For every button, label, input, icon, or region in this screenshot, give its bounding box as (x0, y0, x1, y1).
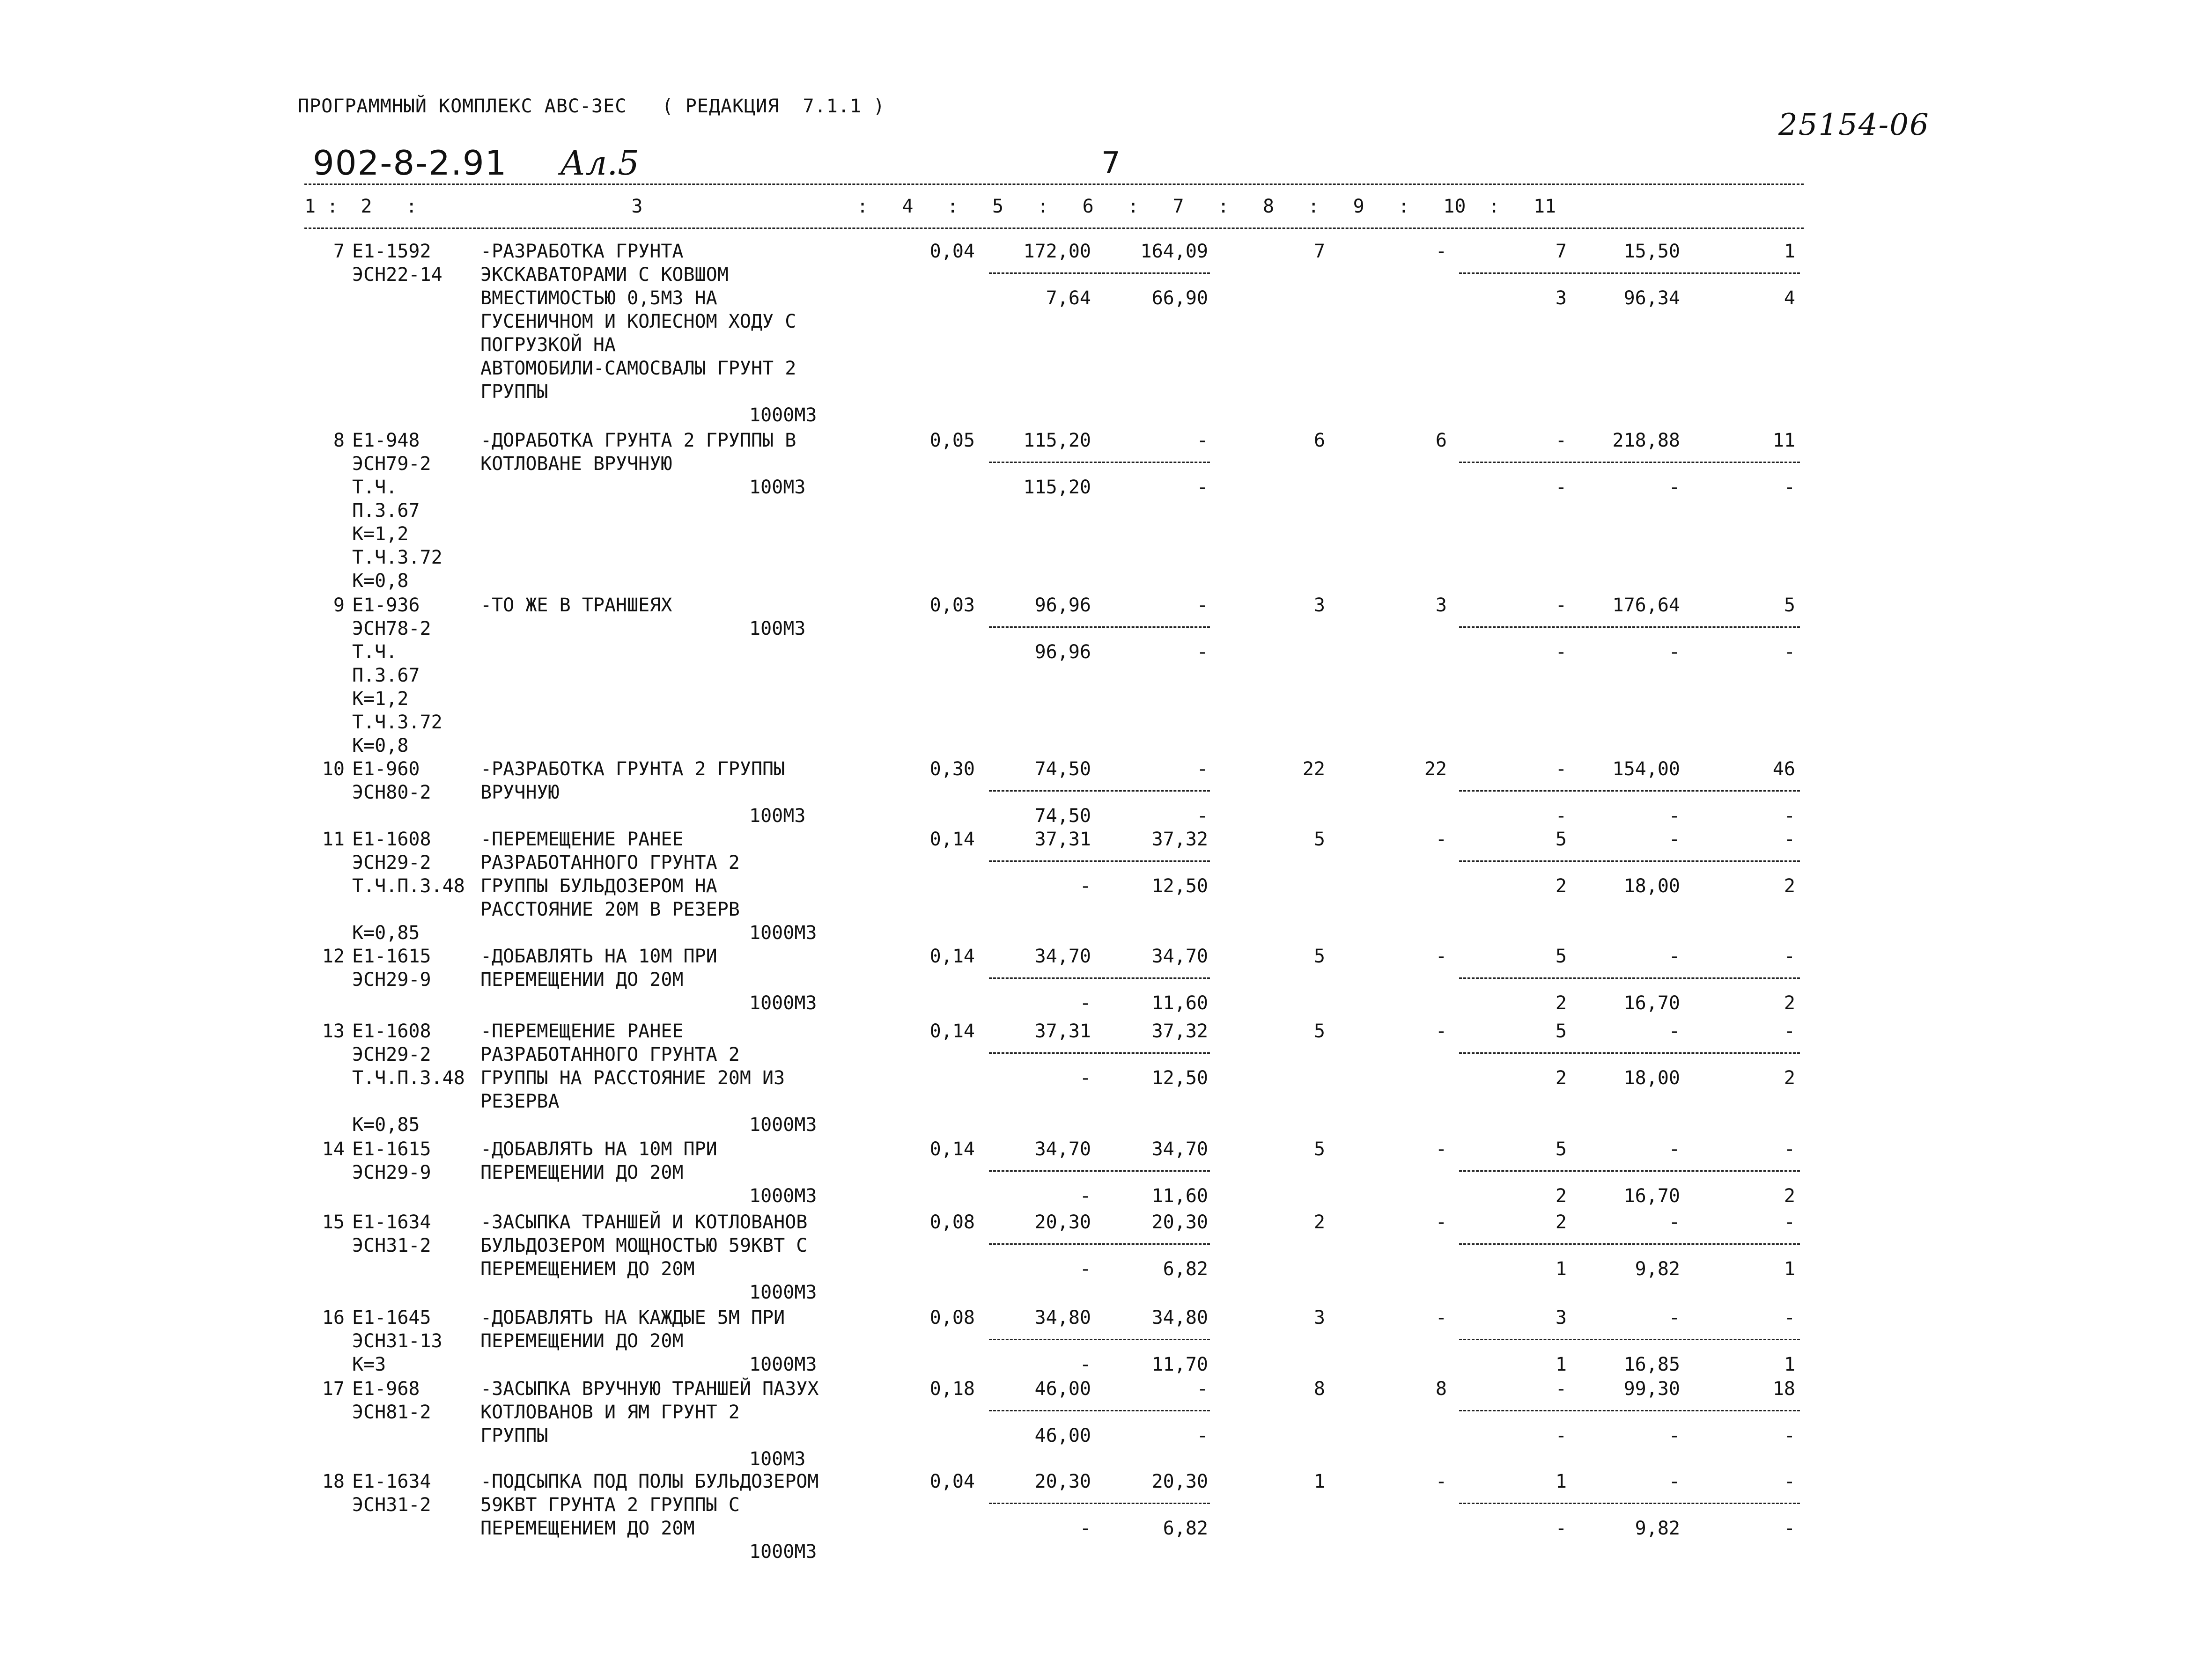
norm-code: К=1,2 (352, 523, 409, 545)
col-9-value-second: 3 (1555, 287, 1567, 309)
col-11-value: - (1784, 1138, 1795, 1160)
col-6-value-second: 12,50 (1151, 875, 1208, 897)
col-11-value-second: - (1784, 805, 1795, 827)
col-6-value-second: - (1196, 477, 1208, 498)
norm-code: Е1-1608 (352, 1020, 431, 1042)
col-5-value-second: - (1079, 992, 1091, 1014)
row-number: 14 (322, 1138, 345, 1160)
col-10-value: - (1668, 1211, 1680, 1233)
col-6-value-second: - (1196, 641, 1208, 663)
work-description: КОТЛОВАНЕ ВРУЧНУЮ (480, 453, 672, 475)
value-separator (1459, 1410, 1800, 1411)
value-separator (989, 860, 1210, 862)
col-4-value: 0,04 (929, 241, 975, 262)
norm-code: Е1-1615 (352, 946, 431, 967)
work-description: -ДОБАВЛЯТЬ НА 10М ПРИ (480, 1138, 717, 1160)
col-4-value: 0,14 (929, 829, 975, 850)
col-10-value-second: 96,34 (1623, 287, 1680, 309)
unit-of-measure: 1000М3 (749, 922, 817, 944)
col-10-value: - (1668, 946, 1680, 967)
norm-code: К=0,85 (352, 922, 420, 944)
norm-code: Т.Ч. (352, 477, 398, 498)
col-9-value: - (1555, 758, 1567, 780)
unit-of-measure: 100М3 (749, 618, 806, 639)
col-9-value-second: - (1555, 1518, 1567, 1539)
col-4-value: 0,08 (929, 1211, 975, 1233)
row-number: 18 (322, 1471, 345, 1492)
norm-code: ЭСН79-2 (352, 453, 431, 475)
col-9-value-second: 2 (1555, 875, 1567, 897)
col-6-value: - (1196, 595, 1208, 616)
col-6-value: 34,70 (1151, 946, 1208, 967)
unit-of-measure: 1000М3 (749, 1185, 817, 1207)
row-number: 17 (322, 1378, 345, 1400)
norm-code: Е1-960 (352, 758, 420, 780)
work-description: ПЕРЕМЕЩЕНИЕМ ДО 20М (480, 1518, 695, 1539)
col-9-value-second: - (1555, 641, 1567, 663)
col-10-value-second: - (1668, 641, 1680, 663)
work-description: БУЛЬДОЗЕРОМ МОЩНОСТЬЮ 59КВТ С (480, 1235, 808, 1256)
col-6-value: 34,80 (1151, 1307, 1208, 1329)
col-4-value: 0,18 (929, 1378, 975, 1400)
work-description: -ДОБАВЛЯТЬ НА 10М ПРИ (480, 946, 717, 967)
col-11-value: - (1784, 1307, 1795, 1329)
project-code: 902-8-2.91 (313, 143, 508, 183)
norm-code: Е1-1634 (352, 1471, 431, 1492)
col-5-value-second: - (1079, 1067, 1091, 1089)
col-9-value-second: - (1555, 1425, 1567, 1446)
col-8-value: 8 (1435, 1378, 1447, 1400)
col-11-value-second: 2 (1784, 1067, 1795, 1089)
norm-code: Т.Ч. (352, 641, 398, 663)
col-8-value: - (1435, 1211, 1447, 1233)
value-separator (989, 1410, 1210, 1411)
norm-code: Т.Ч.3.72 (352, 712, 442, 733)
unit-of-measure: 1000М3 (749, 1354, 817, 1375)
col-8-value: 22 (1424, 758, 1447, 780)
col-7-value: 3 (1313, 595, 1325, 616)
unit-of-measure: 1000М3 (749, 1541, 817, 1563)
col-10-value: 218,88 (1612, 430, 1680, 451)
col-6-value-second: - (1196, 1425, 1208, 1446)
col-9-value-second: - (1555, 805, 1567, 827)
col-6-value: 34,70 (1151, 1138, 1208, 1160)
col-11-value: 5 (1784, 595, 1795, 616)
col-7-value: 8 (1313, 1378, 1325, 1400)
norm-code: ЭСН29-9 (352, 1162, 431, 1183)
col-5-value-second: 115,20 (1023, 477, 1091, 498)
col-8-value: 6 (1435, 430, 1447, 451)
col-5-value: 74,50 (1034, 758, 1091, 780)
header-divider-bottom (304, 228, 1804, 229)
work-description: РАЗРАБОТАННОГО ГРУНТА 2 (480, 852, 740, 874)
col-10-value: 176,64 (1612, 595, 1680, 616)
col-8-value: - (1435, 1471, 1447, 1492)
work-description: 59КВТ ГРУНТА 2 ГРУППЫ С (480, 1494, 740, 1516)
col-9-value: 1 (1555, 1471, 1567, 1492)
col-4-value: 0,04 (929, 1471, 975, 1492)
row-number: 11 (322, 829, 345, 850)
col-9-value-second: 1 (1555, 1354, 1567, 1375)
work-description: -ТО ЖЕ В ТРАНШЕЯХ (480, 595, 672, 616)
archive-number: 25154-06 (1778, 108, 1930, 142)
page-number: 7 (1101, 146, 1121, 181)
unit-of-measure: 1000М3 (749, 404, 817, 426)
norm-code: ЭСН31-2 (352, 1494, 431, 1516)
work-description: -ЗАСЫПКА ВРУЧНУЮ ТРАНШЕЙ ПАЗУХ (480, 1378, 819, 1400)
col-6-value: 20,30 (1151, 1211, 1208, 1233)
value-separator (989, 272, 1210, 274)
col-7-value: 7 (1313, 241, 1325, 262)
col-10-value-second: - (1668, 805, 1680, 827)
norm-code: ЭСН29-2 (352, 1044, 431, 1065)
norm-code: П.3.67 (352, 500, 420, 521)
norm-code: Е1-1592 (352, 241, 431, 262)
col-5-value-second: 96,96 (1034, 641, 1091, 663)
unit-of-measure: 1000М3 (749, 992, 817, 1014)
work-description: ГРУППЫ БУЛЬДОЗЕРОМ НА (480, 875, 717, 897)
norm-code: Е1-1615 (352, 1138, 431, 1160)
norm-code: ЭСН31-2 (352, 1235, 431, 1256)
value-separator (989, 1339, 1210, 1340)
work-description: -ДОРАБОТКА ГРУНТА 2 ГРУППЫ В (480, 430, 796, 451)
col-6-value: - (1196, 430, 1208, 451)
col-8-value: - (1435, 241, 1447, 262)
col-11-value-second: - (1784, 1518, 1795, 1539)
col-10-value: - (1668, 829, 1680, 850)
work-description: РАЗРАБОТАННОГО ГРУНТА 2 (480, 1044, 740, 1065)
work-description: КОТЛОВАНОВ И ЯМ ГРУНТ 2 (480, 1402, 740, 1423)
col-10-value: - (1668, 1471, 1680, 1492)
col-6-value-second: 11,60 (1151, 1185, 1208, 1207)
col-5-value: 20,30 (1034, 1211, 1091, 1233)
col-4-value: 0,08 (929, 1307, 975, 1329)
col-11-value: - (1784, 1211, 1795, 1233)
norm-code: Е1-936 (352, 595, 420, 616)
norm-code: ЭСН81-2 (352, 1402, 431, 1423)
col-8-value: - (1435, 946, 1447, 967)
col-8-value: - (1435, 829, 1447, 850)
work-description: ГУСЕНИЧНОМ И КОЛЕСНОМ ХОДУ С (480, 311, 796, 332)
col-5-value-second: - (1079, 1354, 1091, 1375)
value-separator (1459, 272, 1800, 274)
col-10-value: 99,30 (1623, 1378, 1680, 1400)
norm-code: Е1-968 (352, 1378, 420, 1400)
col-8-value: - (1435, 1307, 1447, 1329)
col-10-value: - (1668, 1138, 1680, 1160)
col-5-value-second: - (1079, 1518, 1091, 1539)
col-11-value: 46 (1772, 758, 1795, 780)
col-6-value-second: 66,90 (1151, 287, 1208, 309)
value-separator (1459, 626, 1800, 628)
work-description: -РАЗРАБОТКА ГРУНТА 2 ГРУППЫ (480, 758, 785, 780)
norm-code: К=1,2 (352, 688, 409, 710)
col-7-value: 22 (1302, 758, 1325, 780)
col-6-value-second: 12,50 (1151, 1067, 1208, 1089)
work-description: ПЕРЕМЕЩЕНИИ ДО 20М (480, 1330, 684, 1352)
work-description: ПЕРЕМЕЩЕНИИ ДО 20М (480, 1162, 684, 1183)
row-number: 7 (333, 241, 345, 262)
row-number: 16 (322, 1307, 345, 1329)
value-separator (1459, 1052, 1800, 1054)
col-9-value-second: 1 (1555, 1258, 1567, 1280)
unit-of-measure: 1000М3 (749, 1114, 817, 1136)
col-5-value-second: 46,00 (1034, 1425, 1091, 1446)
col-5-value-second: 7,64 (1046, 287, 1091, 309)
norm-code: П.3.67 (352, 665, 420, 686)
work-description: -ПЕРЕМЕЩЕНИЕ РАНЕЕ (480, 829, 684, 850)
unit-of-measure: 1000М3 (749, 1282, 817, 1303)
unit-of-measure: 100М3 (749, 805, 806, 827)
album-number: Ал.5 (560, 143, 640, 183)
col-5-value: 20,30 (1034, 1471, 1091, 1492)
row-number: 15 (322, 1211, 345, 1233)
value-separator (1459, 977, 1800, 979)
work-description: -ПЕРЕМЕЩЕНИЕ РАНЕЕ (480, 1020, 684, 1042)
col-9-value: 5 (1555, 1138, 1567, 1160)
col-10-value-second: - (1668, 477, 1680, 498)
col-6-value: - (1196, 1378, 1208, 1400)
work-description: -РАЗРАБОТКА ГРУНТА (480, 241, 684, 262)
work-description: РАССТОЯНИЕ 20М В РЕЗЕРВ (480, 899, 740, 920)
col-11-value-second: 4 (1784, 287, 1795, 309)
col-11-value: 11 (1772, 430, 1795, 451)
norm-code: ЭСН29-2 (352, 852, 431, 874)
header-divider-top (304, 184, 1804, 185)
norm-code: К=0,8 (352, 735, 409, 756)
norm-code: К=0,8 (352, 570, 409, 592)
col-11-value-second: 1 (1784, 1354, 1795, 1375)
col-11-value: - (1784, 1020, 1795, 1042)
col-5-value: 37,31 (1034, 1020, 1091, 1042)
value-separator (1459, 790, 1800, 792)
col-6-value-second: 6,82 (1163, 1518, 1208, 1539)
col-10-value-second: - (1668, 1425, 1680, 1446)
col-11-value-second: 2 (1784, 992, 1795, 1014)
work-description: ГРУППЫ (480, 1425, 548, 1446)
row-number: 12 (322, 946, 345, 967)
value-separator (989, 977, 1210, 979)
col-6-value-second: 11,70 (1151, 1354, 1208, 1375)
col-8-value: 3 (1435, 595, 1447, 616)
col-4-value: 0,14 (929, 1020, 975, 1042)
col-5-value: 115,20 (1023, 430, 1091, 451)
work-description: ПЕРЕМЕЩЕНИЕМ ДО 20М (480, 1258, 695, 1280)
value-separator (989, 1503, 1210, 1504)
col-4-value: 0,14 (929, 1138, 975, 1160)
work-description: ГРУППЫ НА РАССТОЯНИЕ 20М ИЗ (480, 1067, 785, 1089)
work-description: АВТОМОБИЛИ-САМОСВАЛЫ ГРУНТ 2 (480, 358, 796, 379)
col-11-value-second: - (1784, 477, 1795, 498)
value-separator (989, 790, 1210, 792)
work-description: ВМЕСТИМОСТЬЮ 0,5М3 НА (480, 287, 717, 309)
col-11-value-second: 2 (1784, 1185, 1795, 1207)
col-6-value-second: 6,82 (1163, 1258, 1208, 1280)
col-9-value-second: 2 (1555, 1185, 1567, 1207)
col-11-value: 18 (1772, 1378, 1795, 1400)
col-11-value: - (1784, 1471, 1795, 1492)
col-6-value: - (1196, 758, 1208, 780)
norm-code: ЭСН29-9 (352, 969, 431, 991)
value-separator (1459, 1170, 1800, 1172)
col-7-value: 3 (1313, 1307, 1325, 1329)
col-11-value: - (1784, 946, 1795, 967)
col-4-value: 0,14 (929, 946, 975, 967)
col-11-value-second: 2 (1784, 875, 1795, 897)
value-separator (989, 462, 1210, 463)
col-4-value: 0,03 (929, 595, 975, 616)
norm-code: Е1-948 (352, 430, 420, 451)
col-9-value-second: 2 (1555, 992, 1567, 1014)
col-6-value-second: - (1196, 805, 1208, 827)
work-description: РЕЗЕРВА (480, 1091, 560, 1112)
norm-code: Е1-1608 (352, 829, 431, 850)
col-4-value: 0,30 (929, 758, 975, 780)
row-number: 13 (322, 1020, 345, 1042)
norm-code: Е1-1645 (352, 1307, 431, 1329)
column-numbers: 1 : 2 : 3 : 4 : 5 : 6 : 7 : 8 : 9 : 10 : 11 (304, 196, 1556, 217)
col-5-value: 37,31 (1034, 829, 1091, 850)
col-9-value: 7 (1555, 241, 1567, 262)
col-5-value: 34,70 (1034, 946, 1091, 967)
work-description: -ДОБАВЛЯТЬ НА КАЖДЫЕ 5М ПРИ (480, 1307, 785, 1329)
unit-of-measure: 100М3 (749, 477, 806, 498)
norm-code: Т.Ч.П.3.48 (352, 875, 465, 897)
norm-code: Т.Ч.П.3.48 (352, 1067, 465, 1089)
work-description: ЭКСКАВАТОРАМИ С КОВШОМ (480, 264, 729, 286)
col-11-value-second: 1 (1784, 1258, 1795, 1280)
col-7-value: 6 (1313, 430, 1325, 451)
value-separator (989, 626, 1210, 628)
col-6-value: 37,32 (1151, 829, 1208, 850)
work-description: -ЗАСЫПКА ТРАНШЕЙ И КОТЛОВАНОВ (480, 1211, 808, 1233)
norm-code: Т.Ч.3.72 (352, 547, 442, 568)
work-description: ВРУЧНУЮ (480, 782, 560, 803)
col-9-value: 5 (1555, 1020, 1567, 1042)
value-separator (989, 1243, 1210, 1245)
col-5-value: 34,80 (1034, 1307, 1091, 1329)
col-10-value-second: 18,00 (1623, 875, 1680, 897)
col-10-value: - (1668, 1307, 1680, 1329)
norm-code: ЭСН78-2 (352, 618, 431, 639)
col-11-value-second: - (1784, 1425, 1795, 1446)
col-10-value-second: 16,85 (1623, 1354, 1680, 1375)
col-10-value: - (1668, 1020, 1680, 1042)
col-9-value: 2 (1555, 1211, 1567, 1233)
col-5-value-second: 74,50 (1034, 805, 1091, 827)
col-9-value: 5 (1555, 829, 1567, 850)
norm-code: К=3 (352, 1354, 386, 1375)
value-separator (989, 1170, 1210, 1172)
col-11-value: - (1784, 829, 1795, 850)
col-9-value: - (1555, 430, 1567, 451)
col-9-value: 3 (1555, 1307, 1567, 1329)
col-10-value: 15,50 (1623, 241, 1680, 262)
col-6-value-second: 11,60 (1151, 992, 1208, 1014)
norm-code: Е1-1634 (352, 1211, 431, 1233)
col-5-value: 46,00 (1034, 1378, 1091, 1400)
row-number: 10 (322, 758, 345, 780)
col-9-value-second: 2 (1555, 1067, 1567, 1089)
col-7-value: 1 (1313, 1471, 1325, 1492)
norm-code: К=0,85 (352, 1114, 420, 1136)
col-5-value: 96,96 (1034, 595, 1091, 616)
col-5-value-second: - (1079, 1185, 1091, 1207)
col-4-value: 0,05 (929, 430, 975, 451)
norm-code: ЭСН22-14 (352, 264, 442, 286)
col-10-value-second: 16,70 (1623, 992, 1680, 1014)
col-5-value-second: - (1079, 875, 1091, 897)
col-10-value: 154,00 (1612, 758, 1680, 780)
col-10-value-second: 16,70 (1623, 1185, 1680, 1207)
norm-code: ЭСН80-2 (352, 782, 431, 803)
col-5-value-second: - (1079, 1258, 1091, 1280)
col-6-value: 164,09 (1140, 241, 1208, 262)
col-8-value: - (1435, 1020, 1447, 1042)
program-header: ПРОГРАММНЫЙ КОМПЛЕКС АВС-ЗЕС ( РЕДАКЦИЯ 7.1.1 ) (298, 95, 885, 117)
row-number: 8 (333, 430, 345, 451)
work-description: ГРУППЫ (480, 381, 548, 403)
col-9-value: - (1555, 1378, 1567, 1400)
value-separator (1459, 1503, 1800, 1504)
row-number: 9 (333, 595, 345, 616)
col-11-value-second: - (1784, 641, 1795, 663)
col-7-value: 5 (1313, 1020, 1325, 1042)
norm-code: ЭСН31-13 (352, 1330, 442, 1352)
col-5-value: 172,00 (1023, 241, 1091, 262)
col-7-value: 5 (1313, 946, 1325, 967)
col-10-value-second: 9,82 (1635, 1258, 1680, 1280)
col-6-value: 20,30 (1151, 1471, 1208, 1492)
col-7-value: 5 (1313, 829, 1325, 850)
col-7-value: 2 (1313, 1211, 1325, 1233)
unit-of-measure: 100М3 (749, 1448, 806, 1470)
col-8-value: - (1435, 1138, 1447, 1160)
col-11-value: 1 (1784, 241, 1795, 262)
col-9-value: - (1555, 595, 1567, 616)
col-10-value-second: 18,00 (1623, 1067, 1680, 1089)
value-separator (1459, 860, 1800, 862)
col-10-value-second: 9,82 (1635, 1518, 1680, 1539)
value-separator (1459, 462, 1800, 463)
col-6-value: 37,32 (1151, 1020, 1208, 1042)
work-description: ПОГРУЗКОЙ НА (480, 334, 616, 356)
value-separator (1459, 1243, 1800, 1245)
col-9-value-second: - (1555, 477, 1567, 498)
col-5-value: 34,70 (1034, 1138, 1091, 1160)
work-description: -ПОДСЫПКА ПОД ПОЛЫ БУЛЬДОЗЕРОМ (480, 1471, 819, 1492)
col-7-value: 5 (1313, 1138, 1325, 1160)
work-description: ПЕРЕМЕЩЕНИИ ДО 20М (480, 969, 684, 991)
col-9-value: 5 (1555, 946, 1567, 967)
value-separator (1459, 1339, 1800, 1340)
value-separator (989, 1052, 1210, 1054)
